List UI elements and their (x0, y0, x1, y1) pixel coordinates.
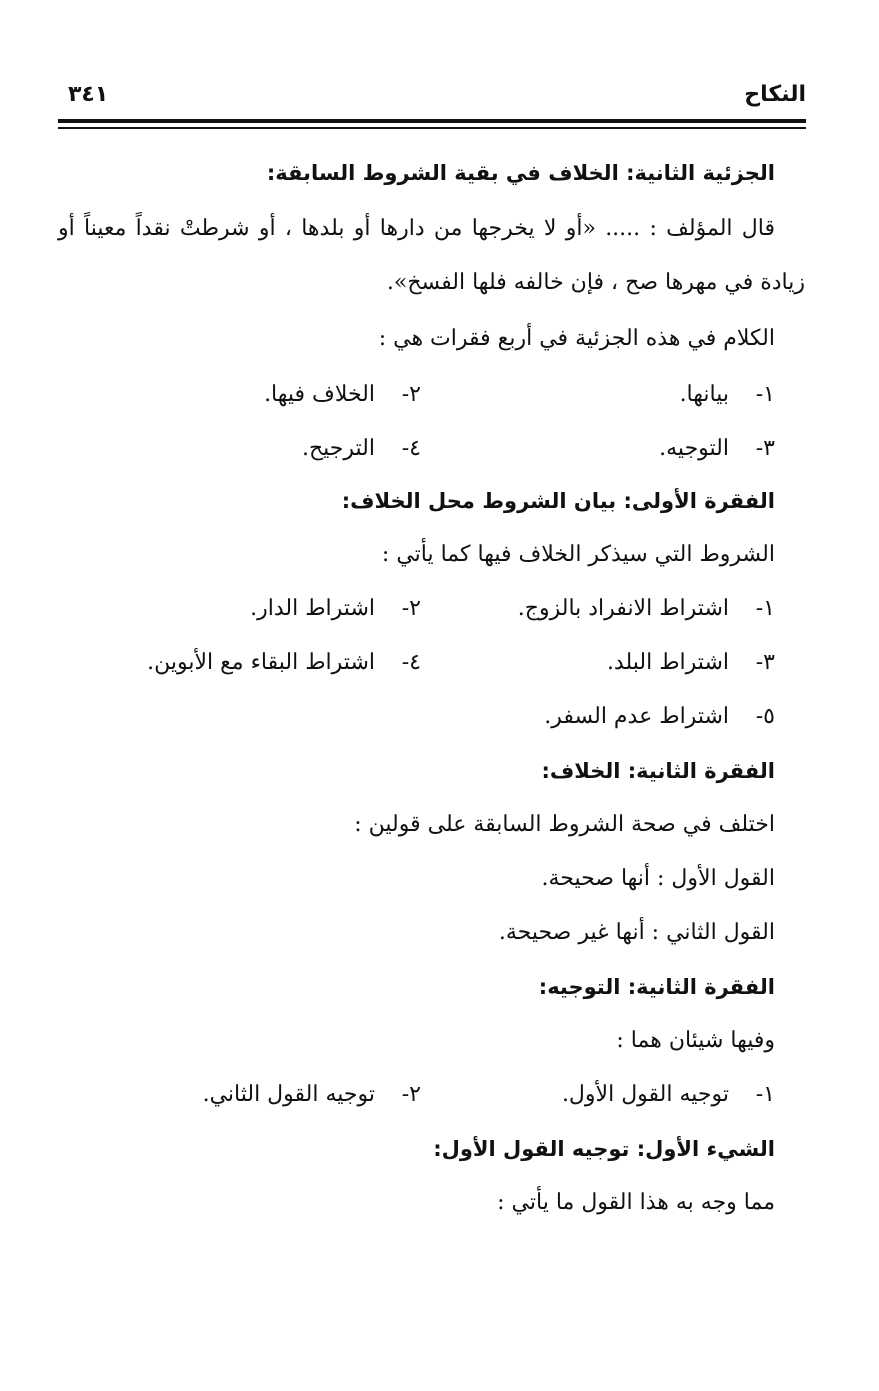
list-text: اشتراط البقاء مع الأبوين. (147, 650, 375, 675)
paragraph-heading-2: الفقرة الثانية: الخلاف: (541, 759, 775, 783)
list-item (250, 594, 421, 624)
list-number: ٣- (755, 436, 775, 461)
paragraph-heading-3: الفقرة الثانية: التوجيه: (538, 975, 775, 999)
list-item (203, 1080, 421, 1110)
list-number: ١- (755, 596, 775, 621)
list-item (659, 434, 775, 464)
list-item (264, 380, 421, 410)
list-text: توجيه القول الثاني. (202, 1082, 375, 1107)
list-text: الخلاف فيها. (264, 382, 375, 407)
list-number: ٢- (401, 382, 421, 407)
opinion-1: القول الأول : أنها صحيحة. (541, 866, 775, 891)
running-header (58, 82, 806, 116)
intro-text: الكلام في هذه الجزئية في أربع فقرات هي : (378, 326, 775, 351)
paragraph-intro-3: وفيها شيئان هما : (616, 1028, 775, 1053)
list-text: اشتراط الانفراد بالزوج. (517, 596, 729, 621)
list-text: التوجيه. (659, 436, 729, 461)
chapter-title: النكاح (744, 82, 806, 107)
list-text: اشتراط عدم السفر. (544, 704, 729, 729)
list-number: ٢- (401, 1082, 421, 1107)
list-number: ٥- (755, 704, 775, 729)
list-text: الترجيح. (301, 436, 375, 461)
list-number: ٣- (755, 650, 775, 675)
section-heading: الجزئية الثانية: الخلاف في بقية الشروط السابقة: (266, 161, 775, 185)
list-item (562, 1080, 775, 1110)
list-item (680, 380, 775, 410)
list-item (544, 702, 775, 732)
list-item (147, 648, 421, 678)
list-item (518, 594, 775, 624)
quote-line-2: زيادة في مهرها صح ، فإن خالفه فلها الفسخ». (386, 270, 805, 295)
list-text: اشتراط البلد. (606, 650, 729, 675)
quote-line-1: قال المؤلف : ..... «أو لا يخرجها من دارها أو بلدها ، أو شرطتْ نقداً معيناً أو (58, 216, 775, 241)
list-number: ١- (755, 1082, 775, 1107)
list-number: ٤- (401, 436, 421, 461)
thing-1-intro: مما وجه به هذا القول ما يأتي : (497, 1190, 775, 1215)
subheading-thing-1: الشيء الأول: توجيه القول الأول: (433, 1137, 775, 1161)
opinion-2: القول الثاني : أنها غير صحيحة. (498, 920, 775, 945)
list-number: ٤- (401, 650, 421, 675)
list-number: ١- (755, 382, 775, 407)
paragraph-heading-1: الفقرة الأولى: بيان الشروط محل الخلاف: (341, 489, 775, 513)
page-number: ٣٤١ (68, 82, 109, 107)
list-text: توجيه القول الأول. (561, 1082, 729, 1107)
list-item (607, 648, 775, 678)
header-rule-thin (58, 127, 806, 129)
list-number: ٢- (401, 596, 421, 621)
list-text: اشتراط الدار. (250, 596, 375, 621)
paragraph-intro-1: الشروط التي سيذكر الخلاف فيها كما يأتي : (381, 542, 775, 567)
list-text: بيانها. (679, 382, 729, 407)
list-item (302, 434, 421, 464)
paragraph-intro-2: اختلف في صحة الشروط السابقة على قولين : (354, 812, 775, 837)
header-rule-thick (58, 119, 806, 123)
